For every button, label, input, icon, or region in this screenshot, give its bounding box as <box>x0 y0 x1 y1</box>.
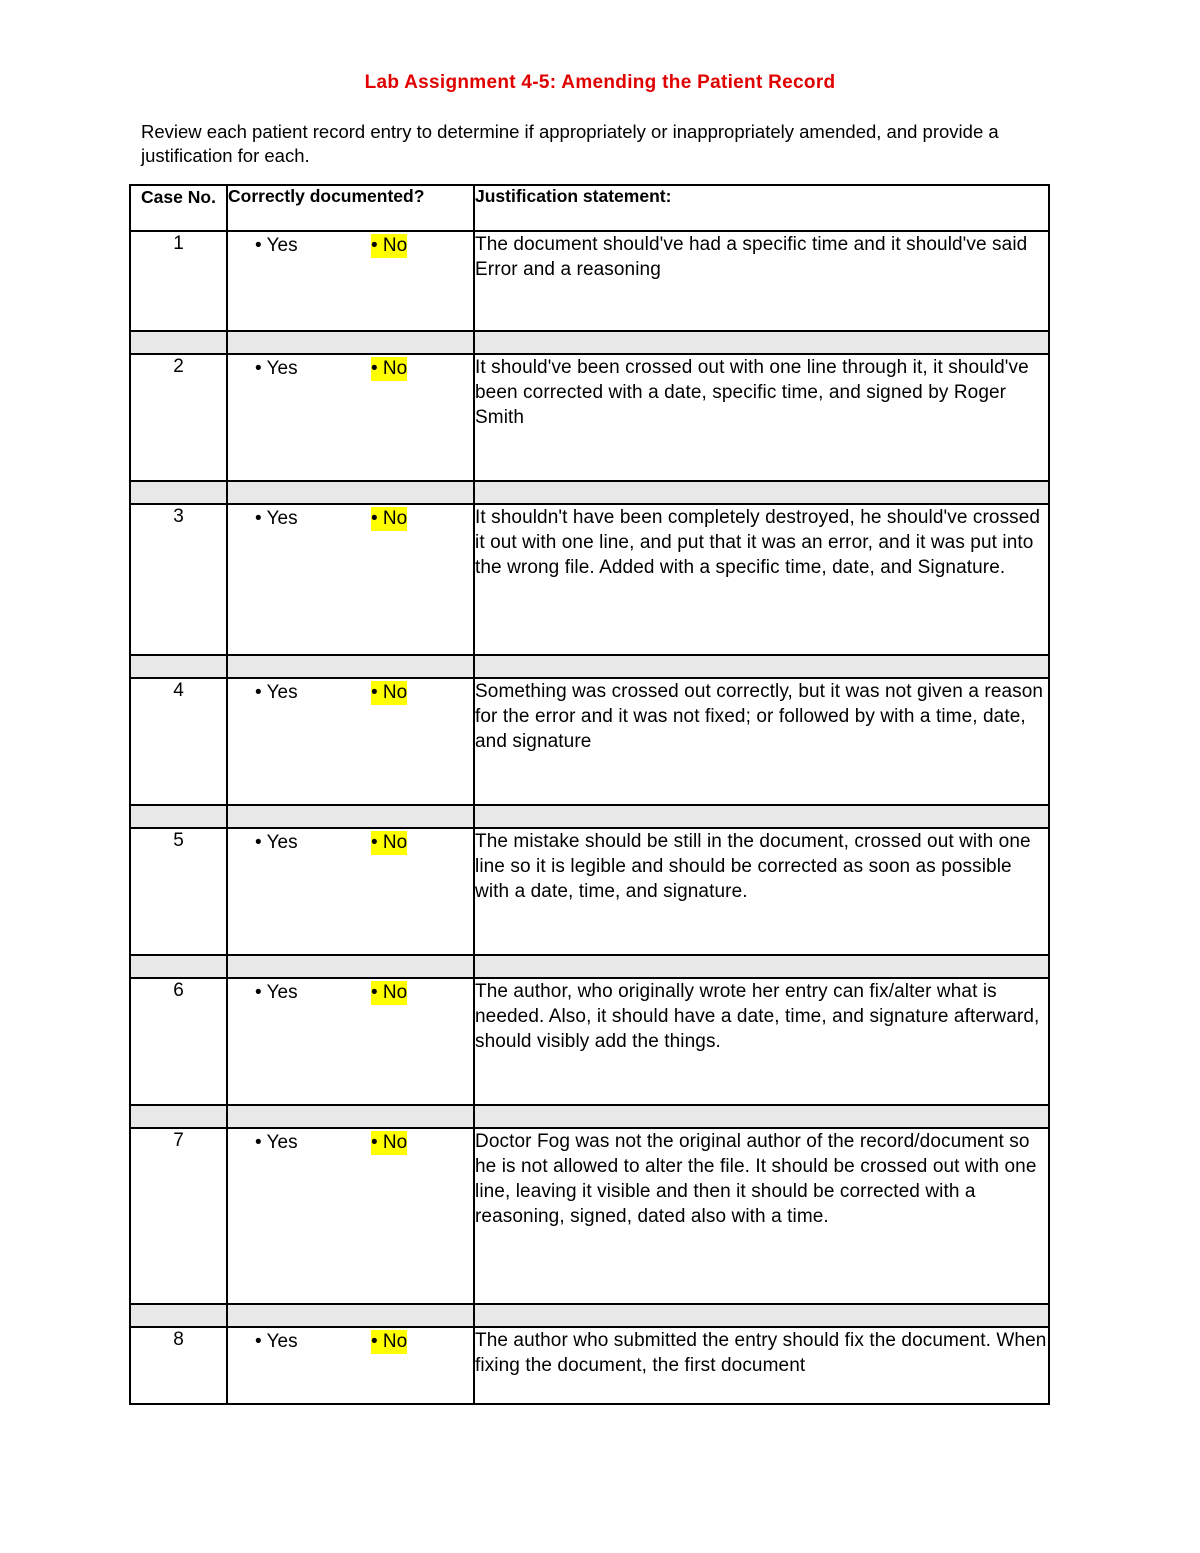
documented-choice <box>227 231 474 331</box>
table-row <box>130 978 1049 1105</box>
row-separator <box>130 955 1049 978</box>
documented-choice <box>227 678 474 805</box>
justification-cell[interactable]: It shouldn't have been completely destroyed, he should've crossed it out with one line, and put that it was an error, and it was put into the wrong file. Added with a specific time, date, and Signature. <box>474 504 1049 655</box>
justification-cell[interactable]: It should've been crossed out with one line through it, it should've been corrected with a date, specific time, and signed by Roger Smith <box>474 354 1049 481</box>
row-separator <box>130 1304 1049 1327</box>
documented-choice <box>227 354 474 481</box>
instructions-text: Review each patient record entry to determine if appropriately or inappropriately amended, and provide a justification for each. <box>141 121 999 166</box>
row-separator <box>130 805 1049 828</box>
table-row <box>130 678 1049 805</box>
option-no-selected[interactable]: • No <box>371 982 408 1003</box>
option-yes[interactable]: • Yes <box>255 358 298 379</box>
case-number: 5 <box>130 828 227 955</box>
option-yes[interactable]: • Yes <box>255 1132 298 1153</box>
table-header-row <box>130 185 1049 231</box>
justification-cell[interactable]: Something was crossed out correctly, but it was not given a reason for the error and it was not fixed; or followed by with a time, date, and signature <box>474 678 1049 805</box>
table-row <box>130 828 1049 955</box>
amendment-table <box>129 184 1050 1405</box>
case-number: 1 <box>130 231 227 331</box>
justification-cell[interactable]: The mistake should be still in the document, crossed out with one line so it is legible and should be corrected as soon as possible with a date, time, and signature. <box>474 828 1049 955</box>
header-case-no: Case No. <box>130 185 227 231</box>
table-row <box>130 231 1049 331</box>
documented-choice <box>227 828 474 955</box>
case-number: 7 <box>130 1128 227 1304</box>
option-yes[interactable]: • Yes <box>255 508 298 529</box>
option-no-selected[interactable]: • No <box>371 358 408 379</box>
case-number: 4 <box>130 678 227 805</box>
justification-cell[interactable]: The author, who originally wrote her entry can fix/alter what is needed. Also, it should have a date, time, and signature afterward, should visibly add the things. <box>474 978 1049 1105</box>
option-yes[interactable]: • Yes <box>255 982 298 1003</box>
option-no-selected[interactable]: • No <box>371 832 408 853</box>
option-yes[interactable]: • Yes <box>255 1331 298 1352</box>
option-no-selected[interactable]: • No <box>371 1331 408 1352</box>
documented-choice <box>227 1327 474 1404</box>
documented-choice <box>227 504 474 655</box>
row-separator <box>130 481 1049 504</box>
row-separator <box>130 1105 1049 1128</box>
case-number: 8 <box>130 1327 227 1404</box>
justification-cell[interactable]: The document should've had a specific time and it should've said Error and a reasoning <box>474 231 1049 331</box>
table-row <box>130 504 1049 655</box>
table-row <box>130 1128 1049 1304</box>
option-yes[interactable]: • Yes <box>255 235 298 256</box>
option-yes[interactable]: • Yes <box>255 682 298 703</box>
header-justification: Justification statement: <box>474 185 1049 231</box>
option-no-selected[interactable]: • No <box>371 682 408 703</box>
document-title: Lab Assignment 4-5: Amending the Patient Record <box>364 72 836 93</box>
option-no-selected[interactable]: • No <box>371 1132 408 1153</box>
row-separator <box>130 655 1049 678</box>
justification-cell[interactable]: Doctor Fog was not the original author of the record/document so he is not allowed to alter the file. It should be crossed out with one line, leaving it visible and then it should be corrected with a reasoning, signed, dated also with a time. <box>474 1128 1049 1304</box>
case-number: 6 <box>130 978 227 1105</box>
table-row <box>130 1327 1049 1404</box>
case-number: 3 <box>130 504 227 655</box>
option-yes[interactable]: • Yes <box>255 832 298 853</box>
justification-cell[interactable]: The author who submitted the entry should fix the document. When fixing the document, the first document <box>474 1327 1049 1404</box>
documented-choice <box>227 978 474 1105</box>
header-correctly-documented: Correctly documented? <box>227 185 474 231</box>
option-no-selected[interactable]: • No <box>371 235 408 256</box>
option-no-selected[interactable]: • No <box>371 508 408 529</box>
row-separator <box>130 331 1049 354</box>
case-number: 2 <box>130 354 227 481</box>
table-row <box>130 354 1049 481</box>
documented-choice <box>227 1128 474 1304</box>
